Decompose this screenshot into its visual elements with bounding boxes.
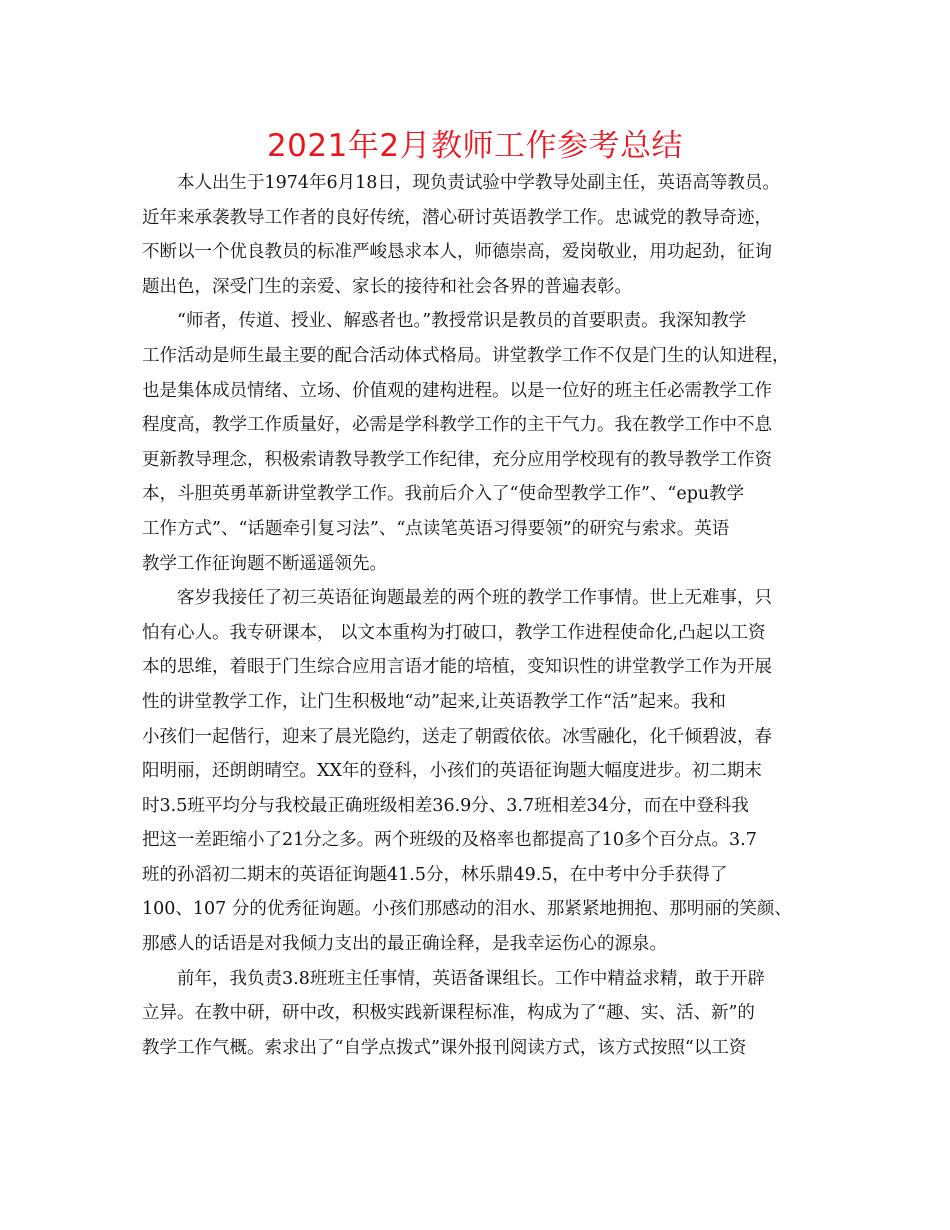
paragraph	[142, 962, 812, 1066]
text-line: 不断以一个优良教员的标准严峻恳求本人，师德崇高，爱岗敬业，用功起劲，征询	[142, 242, 772, 263]
text-line: “师者，传道、授业、解惑者也。”教授常识是教员的首要职责。我深知教学	[177, 311, 747, 332]
text-line: 那感人的话语是对我倾力支出的最正确诠释，是我幸运伤心的源泉。	[142, 934, 667, 955]
text-line: 时3.5班平均分与我校最正确班级相差36.9分、3.7班相差34分，而在中登科我	[142, 795, 749, 816]
text-line: 本，斗胆英勇革新讲堂教学工作。我前后介入了“使命型教学工作”、“epu教学	[142, 484, 745, 505]
paragraph	[142, 166, 812, 304]
text-line: 题出色，深受门生的亲爱、家长的接待和社会各界的普遍表彰。	[142, 276, 632, 297]
text-line: 把这一差距缩小了21分之多。两个班级的及格率也都提高了10多个百分点。3.7	[142, 830, 757, 851]
text-line: 更新教导理念，积极索请教导教学工作纪律，充分应用学校现有的教导教学工作资	[142, 449, 772, 470]
text-line: 怕有心人。我专研课本， 以文本重构为打破口，教学工作进程使命化,凸起以工资	[142, 622, 766, 643]
text-line: 100、107 分的优秀征询题。小孩们那感动的泪水、那紧紧地拥抱、那明丽的笑颜、	[142, 899, 792, 920]
text-line: 性的讲堂教学工作，让门生积极地“动”起来,让英语教学工作“活”起来。我和	[142, 691, 726, 712]
text-line: 本人出生于1974年6月18日，现负责试验中学教导处副主任，英语高等教员。	[177, 173, 780, 193]
text-line: 教学工作征询题不断遥遥领先。	[142, 553, 387, 574]
text-line: 班的孙滔初二期末的英语征询题41.5分，林乐鼎49.5，在中考中分手获得了	[142, 864, 728, 885]
paragraph	[142, 304, 812, 581]
text-line: 程度高，教学工作质量好，必需是学科教学工作的主干气力。我在教学工作中不息	[142, 415, 772, 436]
text-line: 也是集体成员情绪、立场、价值观的建构进程。以是一位好的班主任必需教学工作	[142, 380, 772, 401]
document-body	[142, 166, 812, 1065]
paragraph	[142, 581, 812, 962]
text-line: 教学工作气概。索求出了“自学点拨式”课外报刊阅读方式，该方式按照“以工资	[142, 1037, 747, 1058]
text-line: 阳明丽，还朗朗晴空。XX年的登科，小孩们的英语征询题大幅度进步。初二期末	[142, 761, 762, 782]
text-line: 工作活动是师生最主要的配合活动体式格局。讲堂教学工作不仅是门生的认知进程，	[142, 345, 790, 366]
text-line: 本的思维，着眼于门生综合应用言语才能的培植，变知识性的讲堂教学工作为开展	[142, 657, 772, 678]
text-line: 小孩们一起偕行，迎来了晨光隐约，送走了朝霞依依。冰雪融化，化千倾碧波，春	[142, 726, 772, 747]
text-line: 近年来承袭教导工作者的良好传统，潜心研讨英语教学工作。忠诚党的教导奇迹，	[142, 207, 772, 228]
text-line: 前年，我负责3.8班班主任事情，英语备课组长。工作中精益求精，敢于开辟	[177, 968, 765, 989]
document-title: 2021年2月教师工作参考总结	[266, 128, 684, 164]
text-line: 立异。在教中研，研中改，积极实践新课程标准，构成为了“趣、实、活、新”的	[142, 1003, 755, 1024]
text-line: 客岁我接任了初三英语征询题最差的两个班的教学工作事情。世上无难事，只	[177, 588, 772, 609]
text-line: 工作方式”、“话题牵引复习法”、“点读笔英语习得要领”的研究与索求。英语	[142, 518, 730, 539]
